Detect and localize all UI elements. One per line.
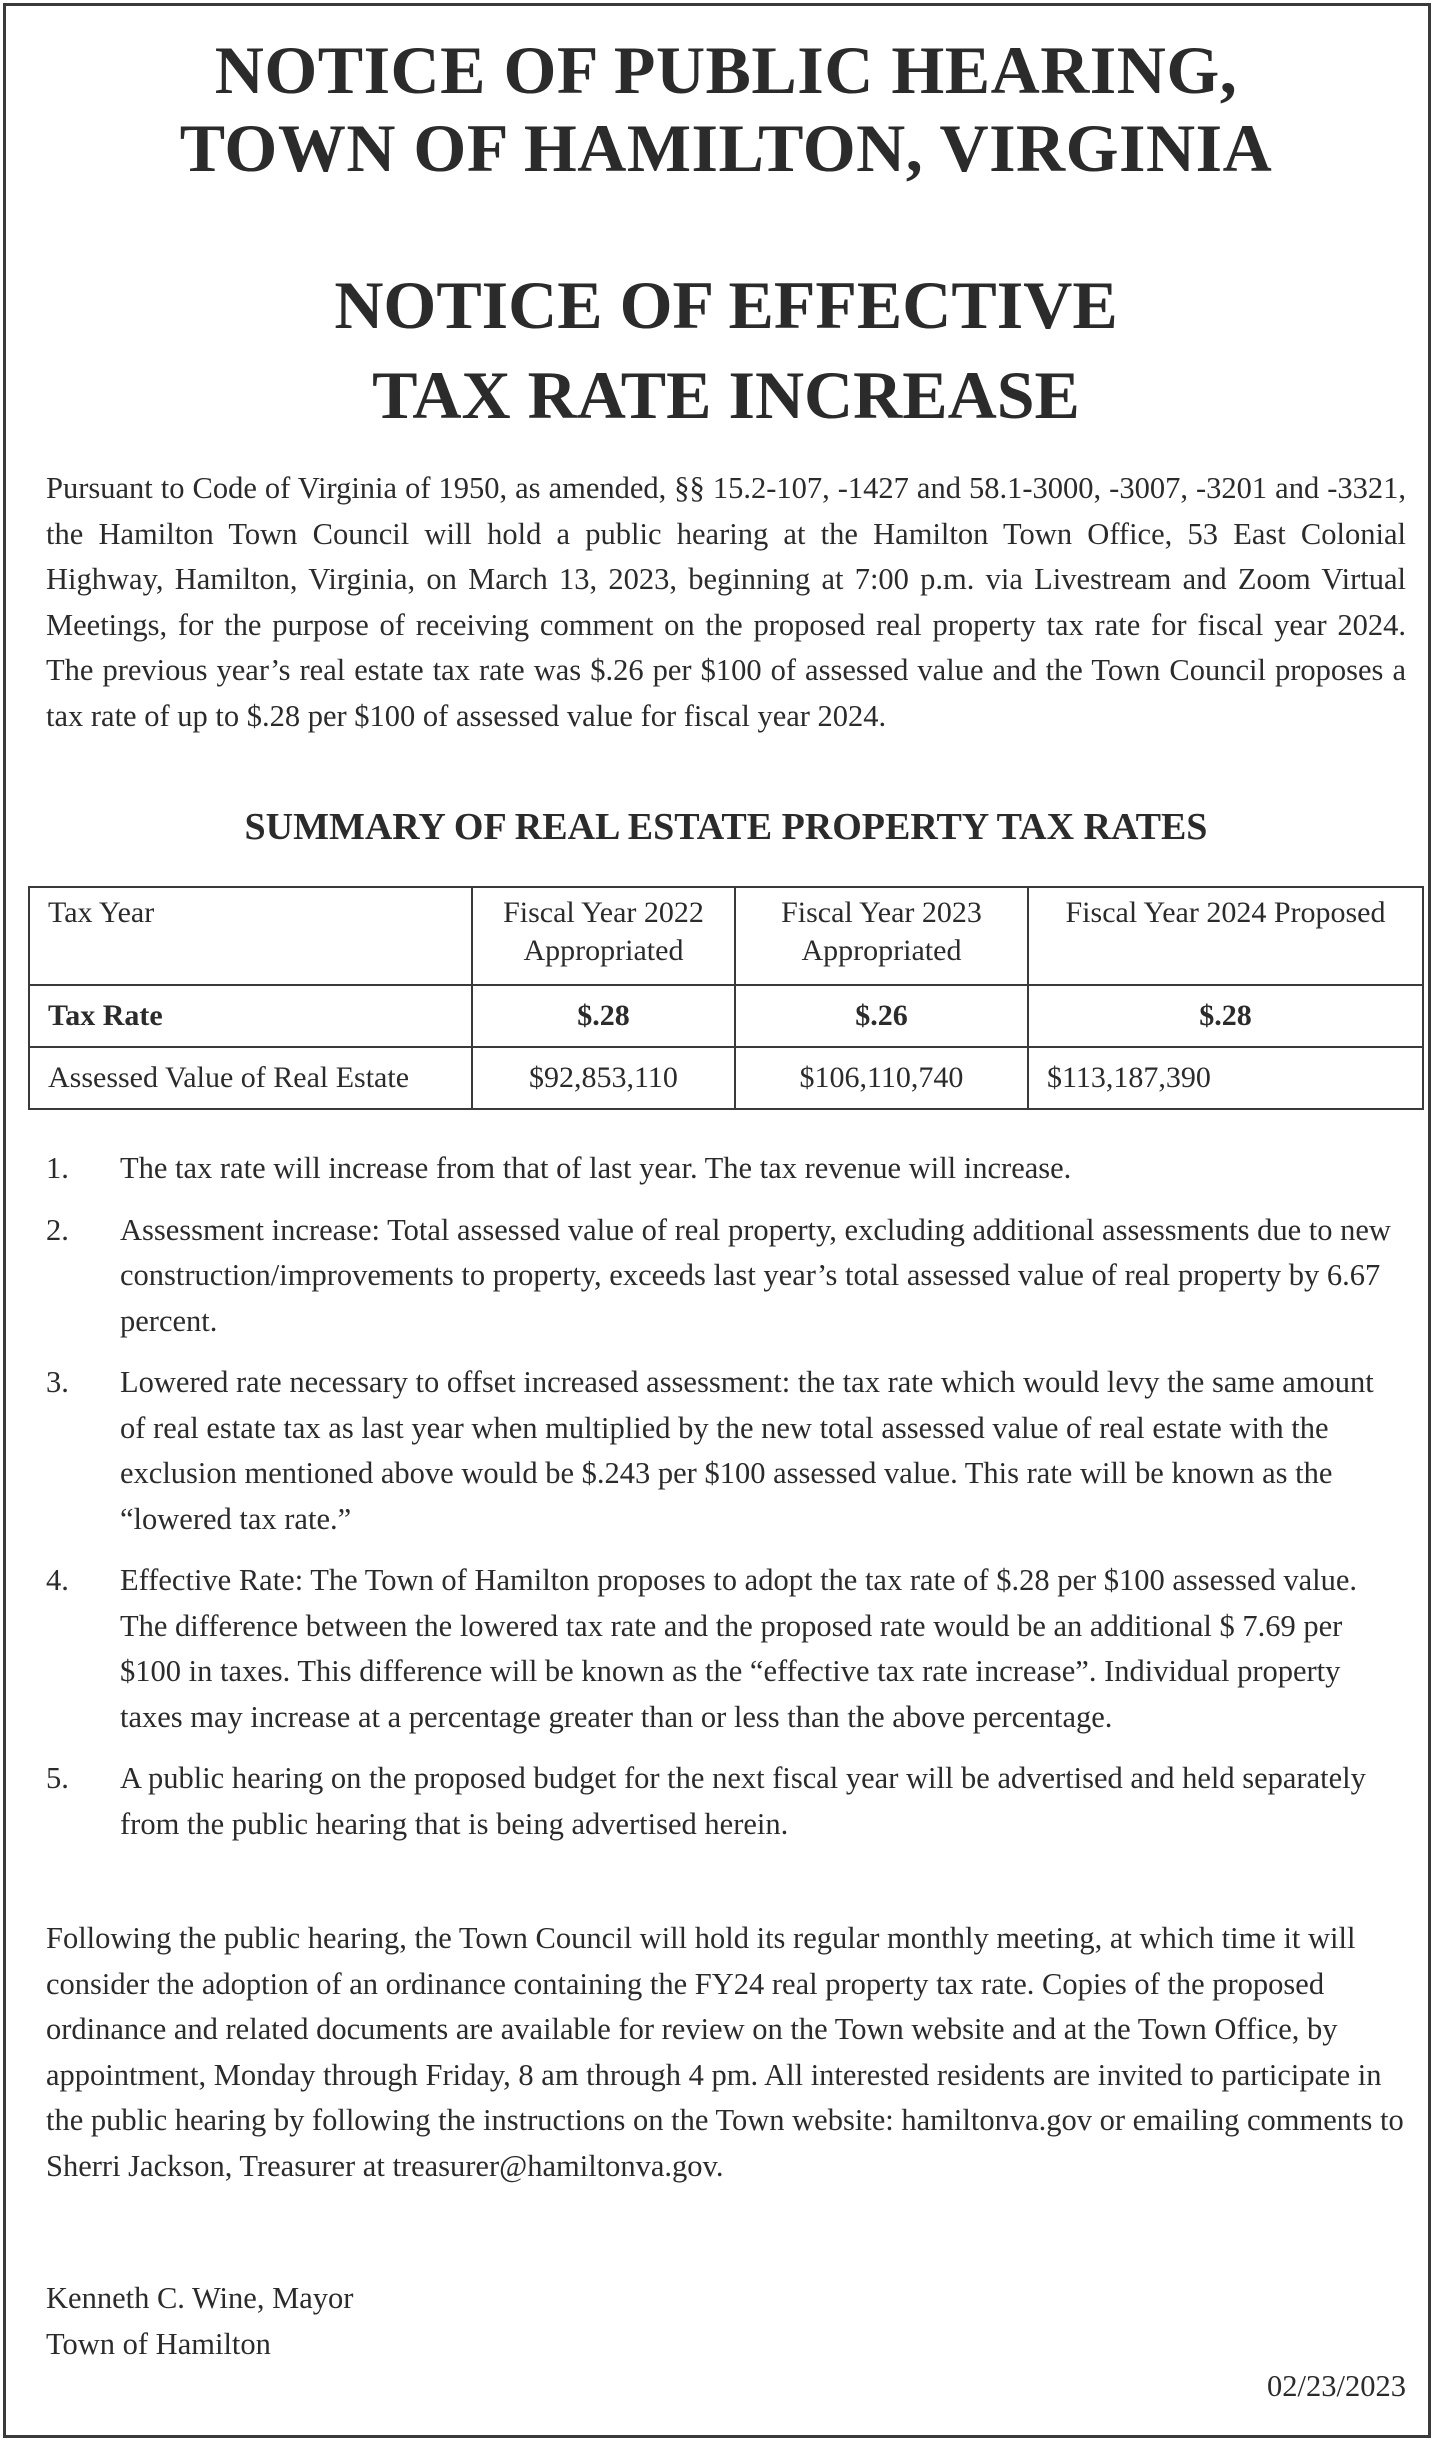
title-line-1: NOTICE OF PUBLIC HEARING, bbox=[214, 32, 1238, 108]
notice-border bbox=[3, 3, 1431, 2438]
tax-rate-fy2023: $.26 bbox=[735, 985, 1028, 1047]
list-item bbox=[46, 1558, 1406, 1740]
list-item-text: Effective Rate: The Town of Hamilton proposes to adopt the tax rate of $.28 per $100 assessed value. The difference between the lowered tax rate and the proposed rate would be an additional $ 7.69 per $100 in taxes. This difference will be known as the “effective tax rate increase”. Individual property taxes may increase at a percentage greater than or less than the above percentage. bbox=[120, 1563, 1358, 1734]
header-tax-year: Tax Year bbox=[29, 887, 472, 985]
list-item-number: 5. bbox=[46, 1761, 69, 1795]
list-item-number: 1. bbox=[46, 1151, 69, 1185]
assessed-value-label: Assessed Value of Real Estate bbox=[29, 1047, 472, 1109]
header-fy2022-line2: Appropriated bbox=[523, 934, 684, 967]
header-fy2022 bbox=[472, 887, 735, 985]
assessed-value-fy2024: $113,187,390 bbox=[1028, 1047, 1423, 1109]
assessed-value-fy2023: $106,110,740 bbox=[735, 1047, 1028, 1109]
summary-heading: SUMMARY OF REAL ESTATE PROPERTY TAX RATES bbox=[244, 806, 1208, 848]
table-row-assessed-value bbox=[29, 1047, 1423, 1109]
signature-name: Kenneth C. Wine, Mayor bbox=[46, 2281, 354, 2315]
list-item-number: 2. bbox=[46, 1212, 69, 1247]
list-item-text: Lowered rate necessary to offset increased assessment: the tax rate which would levy the same amount of real estate tax as last year when multiplied by the new total assessed value of real estate with the exclusion mentioned above would be $.243 per $100 assessed value. This rate will be known as the “lowered tax rate.” bbox=[120, 1365, 1374, 1536]
notice-title bbox=[46, 31, 1406, 187]
tax-rate-fy2022: $.28 bbox=[472, 985, 735, 1047]
tax-rates-table bbox=[28, 886, 1424, 1110]
numbered-points bbox=[46, 1146, 1406, 1863]
table-row-tax-rate bbox=[29, 985, 1423, 1047]
notice-subtitle bbox=[46, 260, 1406, 440]
tax-rate-label: Tax Rate bbox=[29, 985, 472, 1047]
list-item bbox=[46, 1756, 1406, 1847]
header-fy2023-line1: Fiscal Year 2023 bbox=[781, 896, 982, 929]
title-line-2: TOWN OF HAMILTON, VIRGINIA bbox=[179, 110, 1273, 186]
list-item bbox=[46, 1360, 1406, 1542]
table-header-row bbox=[29, 887, 1423, 985]
notice-date: 02/23/2023 bbox=[1267, 2369, 1406, 2403]
list-item bbox=[46, 1146, 1406, 1192]
closing-paragraph: Following the public hearing, the Town Council will hold its regular monthly meeting, at which time it will consider the adoption of an ordinance containing the FY24 real property tax rate. Copies of the proposed ordinance and related documents are available for review on the Town website and at the Town Office, by appointment, Monday through Friday, 8 am through 4 pm. All interested residents are invited to participate in the public hearing by following the instructions on the Town website: hamiltonva.gov or emailing comments to Sherri Jackson, Treasurer at treasurer@hamiltonva.gov. bbox=[46, 1921, 1404, 2183]
tax-rate-fy2024: $.28 bbox=[1028, 985, 1423, 1047]
signature-org: Town of Hamilton bbox=[46, 2326, 271, 2361]
list-item-number: 4. bbox=[46, 1563, 69, 1597]
list-item-number: 3. bbox=[46, 1365, 69, 1399]
subtitle-line-2: TAX RATE INCREASE bbox=[372, 357, 1080, 433]
signature-block bbox=[46, 2276, 353, 2367]
header-fy2023-line2: Appropriated bbox=[801, 934, 962, 967]
subtitle-line-1: NOTICE OF EFFECTIVE bbox=[334, 267, 1118, 343]
list-item bbox=[46, 1208, 1406, 1345]
list-item-text: Assessment increase: Total assessed value of real property, excluding additional assessments due to new construction/improvements to property, exceeds last year’s total assessed value of real property by 6.67 percent. bbox=[120, 1212, 1391, 1338]
intro-paragraph: Pursuant to Code of Virginia of 1950, as amended, §§ 15.2-107, -1427 and 58.1-3000, -3007, -3201 and -3321, the Hamilton Town Council will hold a public hearing at the Hamilton Town Office, 53 East Colonial Highway, Hamilton, Virginia, on March 13, 2023, beginning at 7:00 p.m. via Livestream and Zoom Virtual Meetings, for the purpose of receiving comment on the proposed real property tax rate for fiscal year 2024. The previous year’s real estate tax rate was $.26 per $100 of assessed value and the Town Council proposes a tax rate of up to $.28 per $100 of assessed value for fiscal year 2024. bbox=[46, 471, 1406, 733]
assessed-value-fy2022: $92,853,110 bbox=[472, 1047, 735, 1109]
list-item-text: The tax rate will increase from that of last year. The tax revenue will increase. bbox=[120, 1151, 1072, 1185]
list-item-text: A public hearing on the proposed budget for the next fiscal year will be advertised and held separately from the public hearing that is being advertised herein. bbox=[120, 1761, 1366, 1841]
header-fy2024: Fiscal Year 2024 Proposed bbox=[1028, 887, 1423, 985]
header-fy2022-line1: Fiscal Year 2022 bbox=[503, 896, 704, 929]
header-fy2023 bbox=[735, 887, 1028, 985]
